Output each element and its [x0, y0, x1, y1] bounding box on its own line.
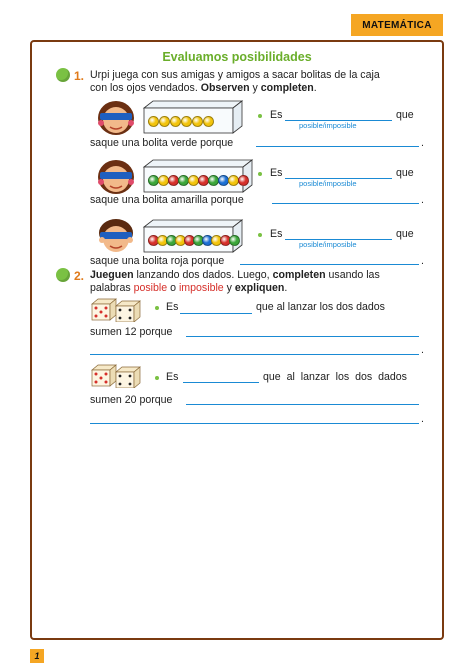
- blindfolded-boy-icon: [93, 215, 139, 255]
- ball: [170, 116, 181, 127]
- item3-que: que: [396, 228, 414, 240]
- dice-pair-icon: [90, 296, 142, 322]
- dice2-bullet-icon: [155, 376, 159, 380]
- q2-number: 2.: [74, 269, 85, 283]
- dice2-es: Es: [166, 371, 179, 383]
- item3-period: .: [421, 255, 424, 267]
- dice1-period: .: [421, 344, 424, 356]
- dice1-es: Es: [166, 301, 179, 313]
- item3-reason-field[interactable]: [240, 264, 419, 265]
- blindfolded-girl-icon: [93, 155, 139, 195]
- item2-period: .: [421, 194, 424, 206]
- dice1-answer-field[interactable]: [180, 313, 252, 314]
- item2-es: Es: [270, 167, 283, 179]
- dice2-reason-field-2[interactable]: [90, 423, 419, 424]
- ball: [181, 116, 192, 127]
- dice1-bullet-icon: [155, 306, 159, 310]
- item3-sentence: saque una bolita roja porque: [90, 255, 225, 267]
- dice1-sentence: sumen 12 porque: [90, 326, 173, 338]
- item2-reason-field[interactable]: [272, 203, 419, 204]
- item2-hint: posible/imposible: [299, 179, 357, 188]
- dice2-reason-field[interactable]: [186, 404, 419, 405]
- item1-es: Es: [270, 109, 283, 121]
- item1-period: .: [421, 137, 424, 149]
- item1-reason-field[interactable]: [256, 146, 419, 147]
- item1-que: que: [396, 109, 414, 121]
- ball: [203, 116, 214, 127]
- item1-hint: posible/imposible: [299, 121, 357, 130]
- item2-bullet-icon: [258, 172, 262, 176]
- dice2-rest: que al lanzar los dos dados: [263, 371, 407, 383]
- q1-bullet-icon: [56, 68, 70, 82]
- dice1-reason-field-2[interactable]: [90, 354, 419, 355]
- ball: [238, 175, 249, 186]
- dice1-reason-field[interactable]: [186, 336, 419, 337]
- dice2-answer-field[interactable]: [183, 382, 259, 383]
- ball: [229, 235, 240, 246]
- q1-line2: con los ojos vendados. Observen y completen.: [90, 82, 317, 94]
- item2-que: que: [396, 167, 414, 179]
- item1-bullet-icon: [258, 114, 262, 118]
- item2-sentence: saque una bolita amarilla porque: [90, 194, 244, 206]
- ball: [148, 116, 159, 127]
- q2-line2: palabras posible o imposible y expliquen.: [90, 282, 288, 294]
- q2-bullet-icon: [56, 268, 70, 282]
- blindfolded-girl-icon: [93, 96, 139, 136]
- item3-bullet-icon: [258, 233, 262, 237]
- dice-pair-icon: [90, 362, 142, 388]
- dice2-sentence: sumen 20 porque: [90, 394, 173, 406]
- q1-line1: Urpi juega con sus amigas y amigos a sacar bolitas de la caja: [90, 69, 380, 81]
- item3-hint: posible/imposible: [299, 240, 357, 249]
- page-number: 1: [30, 649, 44, 663]
- dice2-period: .: [421, 413, 424, 425]
- dice1-rest: que al lanzar los dos dados: [256, 301, 385, 313]
- item1-sentence: saque una bolita verde porque: [90, 137, 234, 149]
- ball: [159, 116, 170, 127]
- page-title: Evaluamos posibilidades: [162, 50, 312, 64]
- item3-es: Es: [270, 228, 283, 240]
- ball: [192, 116, 203, 127]
- subject-badge: MATEMÁTICA: [351, 14, 443, 36]
- q2-line1: Jueguen lanzando dos dados. Luego, completen usando las: [90, 269, 380, 281]
- q1-number: 1.: [74, 69, 85, 83]
